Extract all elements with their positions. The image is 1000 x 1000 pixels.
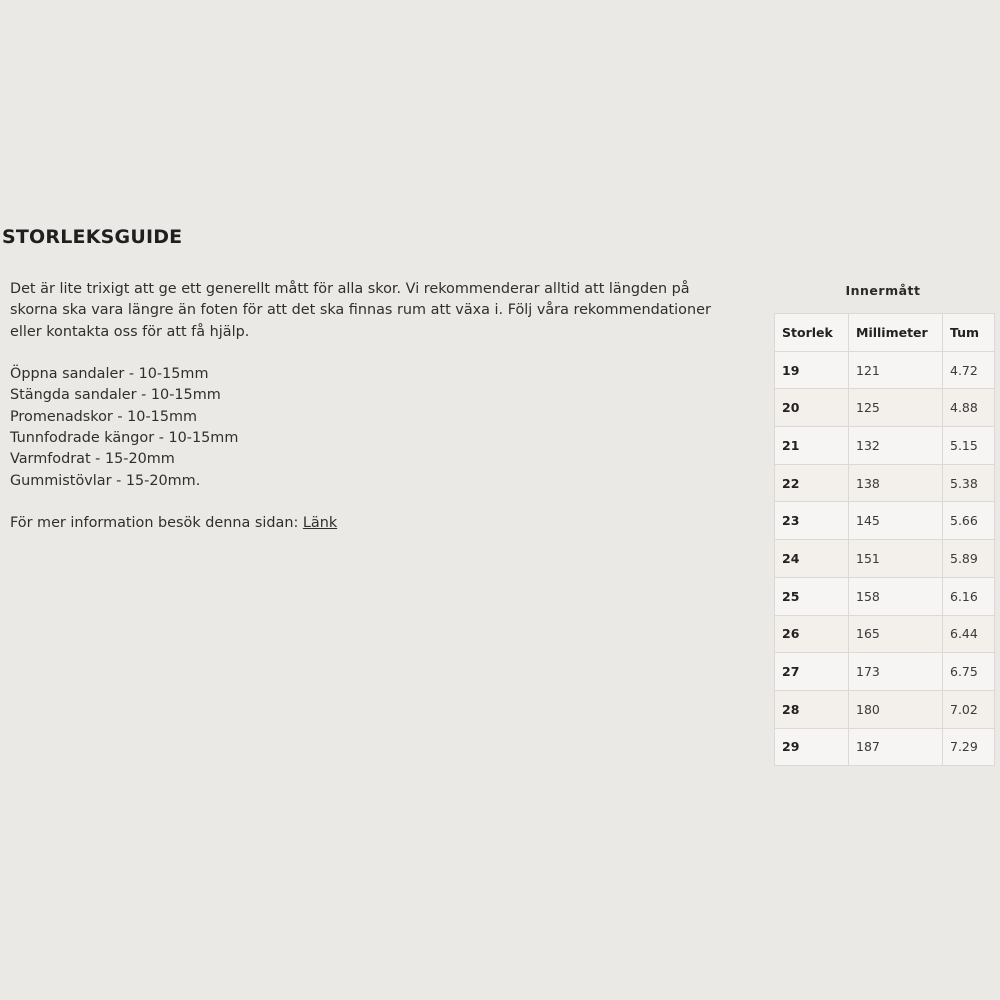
inch-cell: 7.29 bbox=[943, 728, 995, 766]
millimeter-cell: 132 bbox=[849, 427, 943, 465]
table-row bbox=[775, 540, 995, 578]
millimeter-cell: 180 bbox=[849, 690, 943, 728]
table-row bbox=[775, 615, 995, 653]
column-header-size: Storlek bbox=[775, 314, 849, 352]
table-row bbox=[775, 389, 995, 427]
table-row bbox=[775, 728, 995, 766]
spacer bbox=[10, 492, 740, 513]
millimeter-cell: 173 bbox=[849, 653, 943, 691]
inch-cell: 4.88 bbox=[943, 389, 995, 427]
millimeter-cell: 138 bbox=[849, 464, 943, 502]
millimeter-cell: 121 bbox=[849, 351, 943, 389]
column-header-inch: Tum bbox=[943, 314, 995, 352]
inch-cell: 4.72 bbox=[943, 351, 995, 389]
inch-cell: 6.75 bbox=[943, 653, 995, 691]
size-cell: 22 bbox=[775, 464, 849, 502]
inch-cell: 7.02 bbox=[943, 690, 995, 728]
size-cell: 23 bbox=[775, 502, 849, 540]
size-cell: 19 bbox=[775, 351, 849, 389]
recommendation-item: Varmfodrat - 15-20mm bbox=[10, 451, 175, 468]
more-info-link[interactable]: Länk bbox=[302, 515, 338, 532]
size-cell: 24 bbox=[775, 540, 849, 578]
table-row bbox=[775, 351, 995, 389]
table-row bbox=[775, 577, 995, 615]
inch-cell: 5.38 bbox=[943, 464, 995, 502]
recommendation-item: Gummistövlar - 15-20mm. bbox=[10, 472, 201, 489]
millimeter-cell: 145 bbox=[849, 502, 943, 540]
intro-paragraph: Det är lite trixigt att ge ett generellt mått för alla skor. Vi rekommenderar alltid att längden på skorna ska vara längre än foten för att det ska finnas rum att växa i. Följ våra rekommendationer eller kontakta oss för att få hjälp. bbox=[10, 281, 711, 340]
size-cell: 21 bbox=[775, 427, 849, 465]
inch-cell: 6.44 bbox=[943, 615, 995, 653]
column-header-millimeter: Millimeter bbox=[849, 314, 943, 352]
intro-section bbox=[10, 279, 740, 535]
inch-cell: 5.15 bbox=[943, 427, 995, 465]
recommendation-list bbox=[10, 364, 740, 492]
table-row bbox=[775, 690, 995, 728]
size-cell: 29 bbox=[775, 728, 849, 766]
millimeter-cell: 125 bbox=[849, 389, 943, 427]
millimeter-cell: 165 bbox=[849, 615, 943, 653]
table-header-row bbox=[775, 314, 995, 352]
table-row bbox=[775, 464, 995, 502]
table-row bbox=[775, 502, 995, 540]
table-row bbox=[775, 653, 995, 691]
millimeter-cell: 187 bbox=[849, 728, 943, 766]
millimeter-cell: 158 bbox=[849, 577, 943, 615]
recommendation-item: Promenadskor - 10-15mm bbox=[10, 408, 198, 425]
recommendation-item: Öppna sandaler - 10-15mm bbox=[10, 366, 209, 383]
spacer bbox=[10, 343, 740, 364]
table-row bbox=[775, 427, 995, 465]
more-info-text: För mer information besök denna sidan: bbox=[10, 515, 303, 532]
table-caption: Innermått bbox=[845, 283, 921, 298]
inch-cell: 6.16 bbox=[943, 577, 995, 615]
more-info-line bbox=[10, 513, 740, 534]
inch-cell: 5.66 bbox=[943, 502, 995, 540]
millimeter-cell: 151 bbox=[849, 540, 943, 578]
size-cell: 26 bbox=[775, 615, 849, 653]
size-cell: 20 bbox=[775, 389, 849, 427]
page-title: STORLEKSGUIDE bbox=[2, 226, 183, 248]
recommendation-item: Tunnfodrade kängor - 10-15mm bbox=[10, 430, 239, 447]
size-cell: 25 bbox=[775, 577, 849, 615]
size-cell: 27 bbox=[775, 653, 849, 691]
recommendation-item: Stängda sandaler - 10-15mm bbox=[10, 387, 221, 404]
inch-cell: 5.89 bbox=[943, 540, 995, 578]
size-cell: 28 bbox=[775, 690, 849, 728]
size-table bbox=[774, 313, 995, 766]
